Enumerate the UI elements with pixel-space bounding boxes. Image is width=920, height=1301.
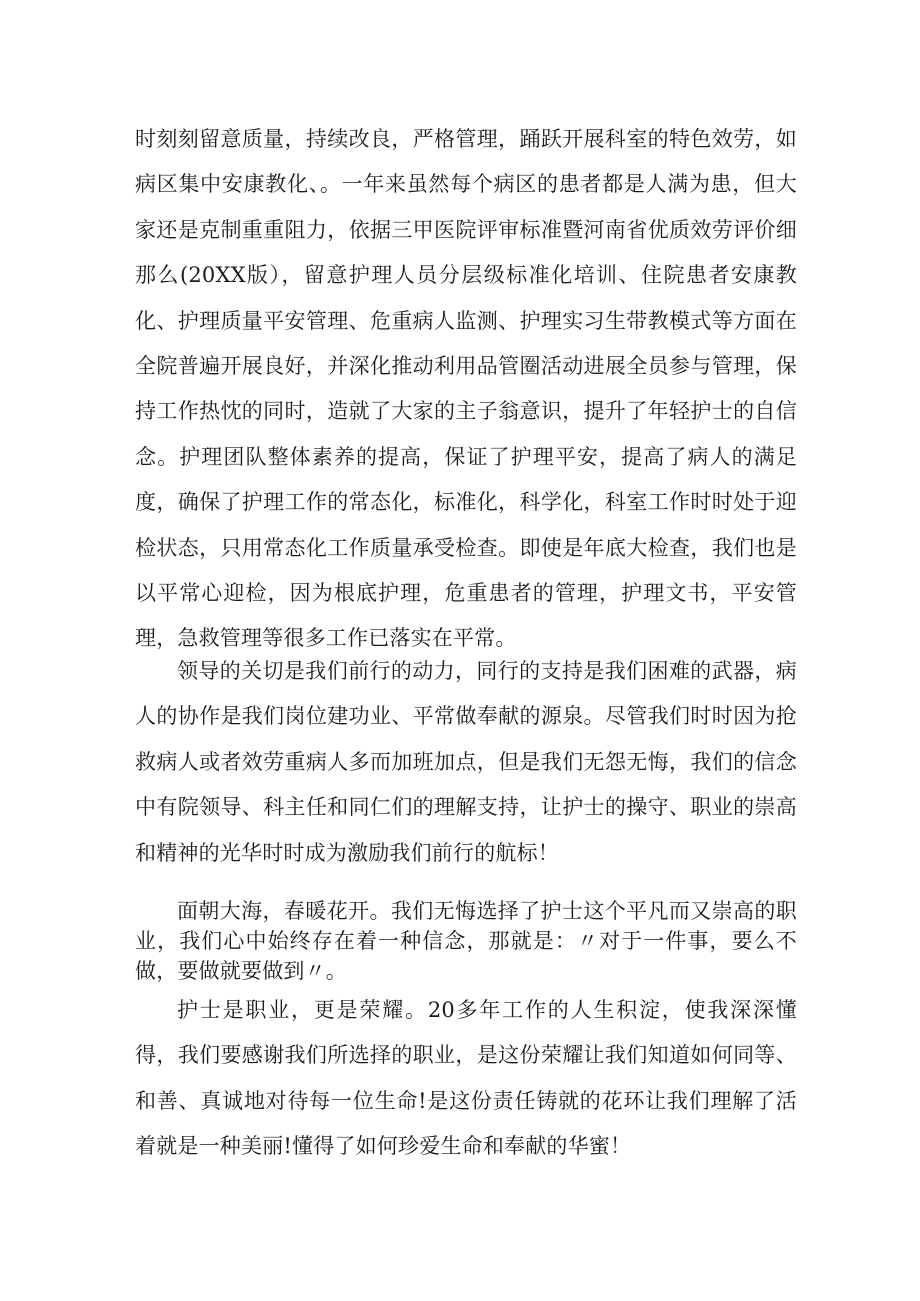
paragraph-2: [135, 649, 797, 876]
paragraph-1: [135, 117, 797, 662]
paragraph-text: 护士是职业，更是荣耀。20多年工作的人生积淀，使我深深懂得，我们要感谢我们所选择的职业，是这份荣耀让我们知道如何同等、和善、真诚地对待每一位生命!是这份责任铸就的花环让我们理解了活着就是一种美丽!懂得了如何珍爱生命和奉献的华蜜！: [135, 998, 797, 1159]
paragraph-text: 领导的关切是我们前行的动力，同行的支持是我们困难的武器，病人的协作是我们岗位建功业、平常做奉献的源泉。尽管我们时时因为抢救病人或者效劳重病人多而加班加点，但是我们无怨无悔，我们的信念中有院领导、科主任和同仁们的理解支持，让护士的操守、职业的崇高和精神的光华时时成为激励我们前行的航标！: [135, 659, 797, 865]
paragraph-text: 面朝大海，春暖花开。我们无悔选择了护士这个平凡而又崇高的职业，我们心中始终存在着一种信念，那就是：〃对于一件事，要么不做，要做就要做到〃。: [135, 899, 797, 983]
paragraph-4: [135, 988, 797, 1170]
paragraph-text: 时刻刻留意质量，持续改良，严格管理，踊跃开展科室的特色效劳，如病区集中安康教化、。一年来虽然每个病区的患者都是人满为患，但大家还是克制重重阻力，依据三甲医院评审标准暨河南省优质效劳评价细那么(20XX版），留意护理人员分层级标准化培训、住院患者安康教化、护理质量平安管理、危重病人监测、护理实习生带教模式等方面在全院普遍开展良好，并深化推动利用品管圈活动进展全员参与管理，保持工作热忱的同时，造就了大家的主子翁意识，提升了年轻护士的自信念。护理团队整体素养的提高，保证了护理平安，提高了病人的满足度，确保了护理工作的常态化，标准化，科学化，科室工作时时处于迎检状态，只用常态化工作质量承受检查。即使是年底大检查，我们也是以平常心迎检，因为根底护理，危重患者的管理，护理文书，平安管理，急救管理等很多工作已落实在平常。: [135, 127, 797, 651]
paragraph-3: [135, 896, 797, 986]
